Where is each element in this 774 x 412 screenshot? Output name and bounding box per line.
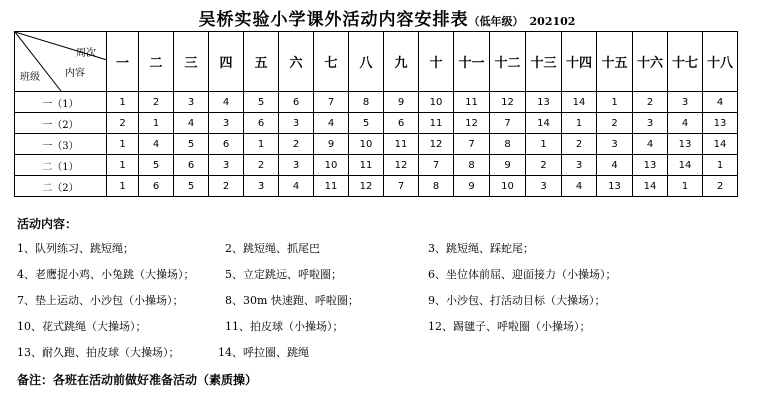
week-header-4: 四 bbox=[209, 32, 244, 92]
activity-number-cell: 2 bbox=[209, 176, 244, 197]
table-row bbox=[15, 92, 738, 113]
activity-number-cell: 4 bbox=[174, 113, 209, 134]
activity-item: 2、跳短绳、抓尾巴 bbox=[225, 242, 320, 255]
activity-item: 12、踢毽子、呼啦圈（小操场）； bbox=[428, 320, 591, 333]
week-header-11: 十一 bbox=[454, 32, 490, 92]
activity-number-cell: 8 bbox=[349, 92, 384, 113]
title-code: 202102 bbox=[529, 15, 576, 28]
activity-number-cell: 1 bbox=[107, 134, 139, 155]
activity-number-cell: 5 bbox=[174, 176, 209, 197]
activity-number-cell: 13 bbox=[703, 113, 738, 134]
schedule-table bbox=[14, 31, 738, 197]
activity-number-cell: 13 bbox=[526, 92, 562, 113]
week-header-14: 十四 bbox=[562, 32, 597, 92]
activity-number-cell: 1 bbox=[244, 134, 279, 155]
header-corner-cell bbox=[15, 32, 107, 92]
activity-number-cell: 3 bbox=[668, 92, 703, 113]
activity-number-cell: 3 bbox=[209, 155, 244, 176]
activity-number-cell: 3 bbox=[209, 113, 244, 134]
activity-number-cell: 4 bbox=[562, 176, 597, 197]
activity-item: 4、老鹰捉小鸡、小兔跳（大操场）； bbox=[17, 268, 195, 281]
activity-item: 7、垫上运动、小沙包（小操场）； bbox=[17, 294, 184, 307]
activity-number-cell: 4 bbox=[633, 134, 668, 155]
activity-number-cell: 14 bbox=[633, 176, 668, 197]
activity-number-cell: 5 bbox=[349, 113, 384, 134]
activity-number-cell: 2 bbox=[139, 92, 174, 113]
activity-number-cell: 1 bbox=[597, 92, 633, 113]
content-label: 内容 bbox=[65, 68, 85, 79]
activity-number-cell: 7 bbox=[314, 92, 349, 113]
activity-number-cell: 14 bbox=[526, 113, 562, 134]
activity-number-cell: 2 bbox=[633, 92, 668, 113]
class-label: 班级 bbox=[20, 72, 40, 83]
activity-number-cell: 14 bbox=[668, 155, 703, 176]
activity-number-cell: 13 bbox=[633, 155, 668, 176]
activity-number-cell: 6 bbox=[139, 176, 174, 197]
title-main: 吴桥实验小学课外活动内容安排表 bbox=[198, 10, 469, 30]
week-label: 周次 bbox=[76, 48, 96, 59]
activity-number-cell: 2 bbox=[526, 155, 562, 176]
activity-number-cell: 11 bbox=[314, 176, 349, 197]
week-header-13: 十三 bbox=[526, 32, 562, 92]
activity-number-cell: 8 bbox=[454, 155, 490, 176]
activity-number-cell: 2 bbox=[244, 155, 279, 176]
activity-number-cell: 6 bbox=[384, 113, 419, 134]
table-row bbox=[15, 134, 738, 155]
activity-number-cell: 5 bbox=[139, 155, 174, 176]
activity-number-cell: 4 bbox=[597, 155, 633, 176]
activity-number-cell: 12 bbox=[490, 92, 526, 113]
activity-number-cell: 7 bbox=[419, 155, 454, 176]
activity-item: 3、跳短绳、踩蛇尾； bbox=[428, 242, 534, 255]
class-name-cell: 一（2） bbox=[15, 113, 107, 134]
activity-number-cell: 7 bbox=[384, 176, 419, 197]
week-header-2: 二 bbox=[139, 32, 174, 92]
week-header-10: 十 bbox=[419, 32, 454, 92]
table-header-row bbox=[15, 32, 738, 92]
activity-number-cell: 13 bbox=[597, 176, 633, 197]
activity-item: 13、耐久跑、拍皮球（大操场）； bbox=[17, 346, 180, 359]
activity-number-cell: 7 bbox=[490, 113, 526, 134]
activity-number-cell: 9 bbox=[314, 134, 349, 155]
activity-number-cell: 14 bbox=[703, 134, 738, 155]
activity-number-cell: 2 bbox=[279, 134, 314, 155]
activity-number-cell: 1 bbox=[668, 176, 703, 197]
activity-number-cell: 1 bbox=[139, 113, 174, 134]
activity-number-cell: 2 bbox=[597, 113, 633, 134]
activity-item: 6、坐位体前屈、迎面接力（小操场）； bbox=[428, 268, 617, 281]
activity-number-cell: 11 bbox=[349, 155, 384, 176]
week-header-8: 八 bbox=[349, 32, 384, 92]
activity-number-cell: 3 bbox=[597, 134, 633, 155]
activity-number-cell: 1 bbox=[526, 134, 562, 155]
activity-number-cell: 4 bbox=[314, 113, 349, 134]
activity-number-cell: 12 bbox=[349, 176, 384, 197]
week-header-9: 九 bbox=[384, 32, 419, 92]
week-header-7: 七 bbox=[314, 32, 349, 92]
activity-number-cell: 10 bbox=[490, 176, 526, 197]
activity-number-cell: 9 bbox=[384, 92, 419, 113]
activity-number-cell: 10 bbox=[349, 134, 384, 155]
activity-number-cell: 5 bbox=[174, 134, 209, 155]
content-title: 活动内容： bbox=[17, 217, 78, 231]
activity-number-cell: 2 bbox=[703, 176, 738, 197]
activity-number-cell: 3 bbox=[526, 176, 562, 197]
note: 备注：各班在活动前做好准备活动（素质操） bbox=[17, 373, 258, 387]
activity-number-cell: 7 bbox=[454, 134, 490, 155]
activity-number-cell: 4 bbox=[209, 92, 244, 113]
activity-number-cell: 1 bbox=[107, 155, 139, 176]
activity-number-cell: 4 bbox=[668, 113, 703, 134]
week-header-3: 三 bbox=[174, 32, 209, 92]
activity-number-cell: 12 bbox=[384, 155, 419, 176]
activity-number-cell: 3 bbox=[562, 155, 597, 176]
class-name-cell: 二（1） bbox=[15, 155, 107, 176]
activity-number-cell: 1 bbox=[107, 176, 139, 197]
activity-number-cell: 2 bbox=[562, 134, 597, 155]
activity-number-cell: 8 bbox=[490, 134, 526, 155]
activity-number-cell: 14 bbox=[562, 92, 597, 113]
activity-number-cell: 1 bbox=[703, 155, 738, 176]
activity-number-cell: 6 bbox=[244, 113, 279, 134]
activity-number-cell: 3 bbox=[279, 113, 314, 134]
activity-item: 11、拍皮球（小操场）； bbox=[225, 320, 344, 333]
activity-number-cell: 1 bbox=[562, 113, 597, 134]
activity-number-cell: 13 bbox=[668, 134, 703, 155]
activity-number-cell: 9 bbox=[490, 155, 526, 176]
table-row bbox=[15, 113, 738, 134]
activity-item: 5、立定跳远、呼啦圈； bbox=[225, 268, 342, 281]
week-header-1: 一 bbox=[107, 32, 139, 92]
activity-number-cell: 4 bbox=[139, 134, 174, 155]
activity-number-cell: 3 bbox=[244, 176, 279, 197]
activity-number-cell: 6 bbox=[209, 134, 244, 155]
week-header-18: 十八 bbox=[703, 32, 738, 92]
activity-number-cell: 12 bbox=[419, 134, 454, 155]
week-header-16: 十六 bbox=[633, 32, 668, 92]
title-grade: （低年级） bbox=[468, 15, 524, 28]
table-row bbox=[15, 155, 738, 176]
class-name-cell: 一（3） bbox=[15, 134, 107, 155]
activity-number-cell: 10 bbox=[314, 155, 349, 176]
activity-number-cell: 2 bbox=[107, 113, 139, 134]
week-header-17: 十七 bbox=[668, 32, 703, 92]
activity-number-cell: 1 bbox=[107, 92, 139, 113]
week-header-15: 十五 bbox=[597, 32, 633, 92]
activity-number-cell: 11 bbox=[454, 92, 490, 113]
activity-number-cell: 6 bbox=[279, 92, 314, 113]
class-name-cell: 一（1） bbox=[15, 92, 107, 113]
activity-item: 1、队列练习、跳短绳； bbox=[17, 242, 134, 255]
activity-number-cell: 11 bbox=[419, 113, 454, 134]
activity-number-cell: 8 bbox=[419, 176, 454, 197]
week-header-12: 十二 bbox=[490, 32, 526, 92]
activity-item: 10、花式跳绳（大操场）； bbox=[17, 320, 147, 333]
class-name-cell: 二（2） bbox=[15, 176, 107, 197]
activity-number-cell: 3 bbox=[633, 113, 668, 134]
activity-item: 14、呼拉圈、跳绳 bbox=[218, 346, 309, 359]
activity-number-cell: 4 bbox=[279, 176, 314, 197]
activity-number-cell: 3 bbox=[174, 92, 209, 113]
activity-number-cell: 3 bbox=[279, 155, 314, 176]
activity-number-cell: 11 bbox=[384, 134, 419, 155]
table-row bbox=[15, 176, 738, 197]
page-title bbox=[0, 5, 774, 30]
activity-number-cell: 4 bbox=[703, 92, 738, 113]
activity-number-cell: 12 bbox=[454, 113, 490, 134]
activity-number-cell: 10 bbox=[419, 92, 454, 113]
week-header-6: 六 bbox=[279, 32, 314, 92]
activity-item: 9、小沙包、打活动目标（大操场）； bbox=[428, 294, 606, 307]
activity-number-cell: 6 bbox=[174, 155, 209, 176]
activity-number-cell: 5 bbox=[244, 92, 279, 113]
activity-number-cell: 9 bbox=[454, 176, 490, 197]
week-header-5: 五 bbox=[244, 32, 279, 92]
activity-item: 8、30m 快速跑、呼啦圈； bbox=[225, 294, 359, 307]
